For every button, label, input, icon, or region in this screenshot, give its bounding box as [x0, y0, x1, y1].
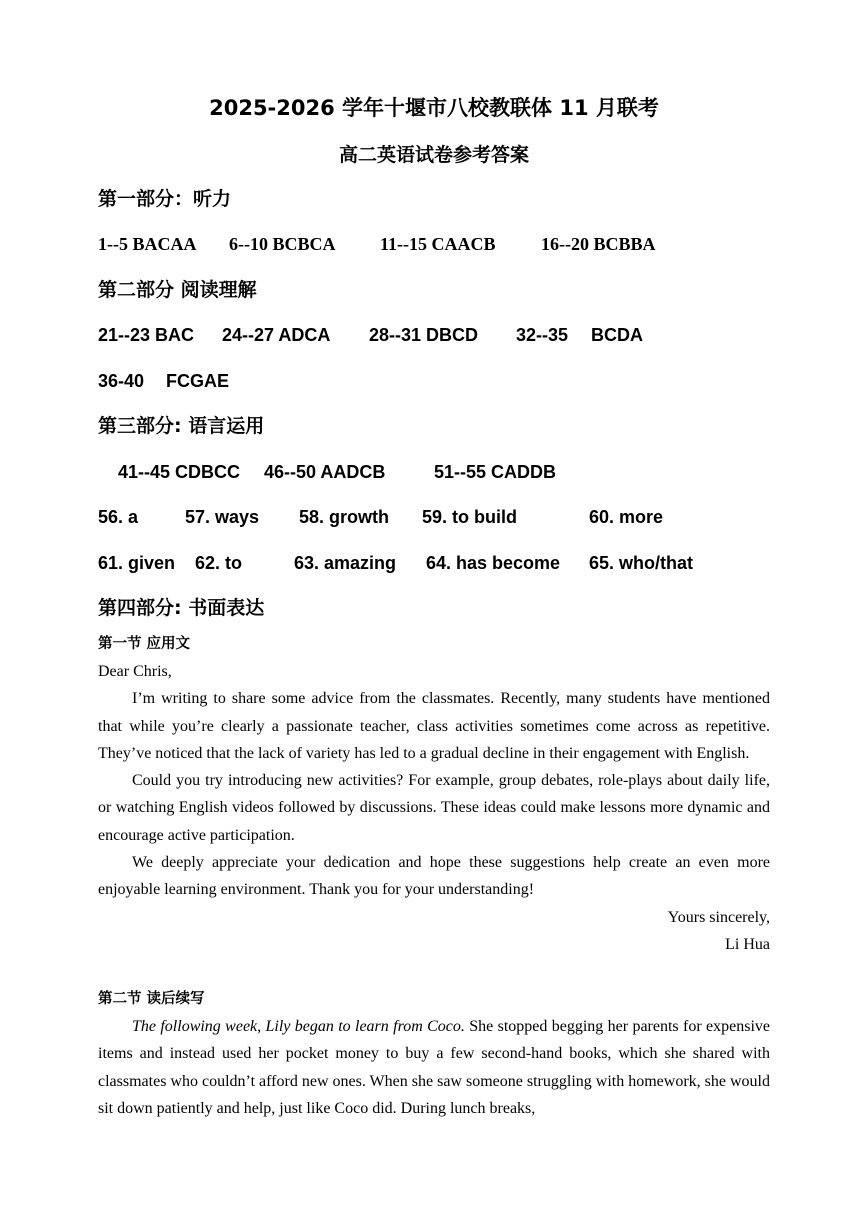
fill-answers-row1: [98, 504, 778, 530]
part2-answers: [98, 322, 778, 348]
part3-answers: [118, 459, 778, 485]
letter-paragraph: Could you try introducing new activities? For example, group debates, role-plays about daily life, or watching English videos followed by discussions. These ideas could make lessons more dynamic and encourage active participation.: [98, 772, 770, 844]
part2-heading: 第二部分 阅读理解: [98, 279, 257, 301]
answer-group: FCGAE: [166, 371, 229, 391]
page-subtitle: 高二英语试卷参考答案: [338, 144, 529, 166]
letter-paragraph: We deeply appreciate your dedication and hope these suggestions help create an even more enjoyable learning environment. Thank you for your understanding!: [98, 854, 770, 899]
letter-salutation: Dear Chris,: [98, 663, 172, 680]
fill-answers-row2: [98, 550, 778, 576]
story-opening: The following week, Lily began to learn from Coco.: [132, 1018, 465, 1035]
fill-answer: 62. to: [195, 553, 243, 573]
letter-paragraph: I’m writing to share some advice from the classmates. Recently, many students have mentioned that while you’re clearly a passionate teacher, class activities sometimes come across as repetitive. They’ve noticed that the lack of variety has led to a gradual decline in their engagement with English.: [98, 690, 770, 762]
answer-group: BCDA: [591, 325, 643, 345]
fill-answer: 65. who/that: [589, 553, 694, 573]
part2-answers-row2: [98, 368, 398, 394]
answer-group: 36-40: [98, 371, 145, 391]
answer-group: 11--15 CAACB: [380, 234, 496, 254]
answer-group: 24--27 ADCA: [222, 325, 331, 345]
fill-answer: 63. amazing: [294, 553, 397, 573]
answer-group: 28--31 DBCD: [369, 325, 479, 345]
part4-heading: 第四部分: 书面表达: [98, 597, 265, 619]
letter-signature: Li Hua: [725, 935, 770, 953]
part1-answers: [98, 231, 778, 257]
letter-closing: Yours sincerely,: [667, 908, 770, 926]
story-text: She stopped begging her parents for expensive items and instead used her pocket money to buy a few second-hand books, which she shared with classmates who couldn’t afford new ones. When she saw someone struggling with homework, she would sit down patiently and help, just like Coco did. During lunch breaks,: [98, 1018, 770, 1117]
answer-group: 32--35: [516, 325, 569, 345]
part3-heading: 第三部分: 语言运用: [98, 415, 265, 437]
answer-group: 21--23 BAC: [98, 325, 195, 345]
answer-group: 46--50 AADCB: [264, 462, 386, 482]
fill-answer: 60. more: [589, 507, 664, 527]
answer-group: 1--5 BACAA: [98, 234, 197, 254]
section2-heading: 第二节 读后续写: [98, 991, 205, 1007]
application-letter: [98, 658, 770, 958]
section1-heading: 第一节 应用文: [98, 636, 191, 652]
fill-answer: 56. a: [98, 507, 139, 527]
fill-answer: 57. ways: [185, 507, 260, 527]
answer-group: 51--55 CADDB: [434, 462, 557, 482]
part1-heading: 第一部分：听力: [98, 188, 232, 210]
fill-answer: 58. growth: [299, 507, 390, 527]
answer-group: 41--45 CDBCC: [118, 462, 241, 482]
fill-answer: 61. given: [98, 553, 176, 573]
fill-answer: 64. has become: [426, 553, 561, 573]
fill-answer: 59. to build: [422, 507, 518, 527]
answer-group: 6--10 BCBCA: [229, 234, 336, 254]
answer-group: 16--20 BCBBA: [541, 234, 656, 254]
continuation-story: [98, 1013, 770, 1122]
page-title: 2025-2026 学年十堰市八校教联体 11 月联考: [209, 96, 659, 120]
